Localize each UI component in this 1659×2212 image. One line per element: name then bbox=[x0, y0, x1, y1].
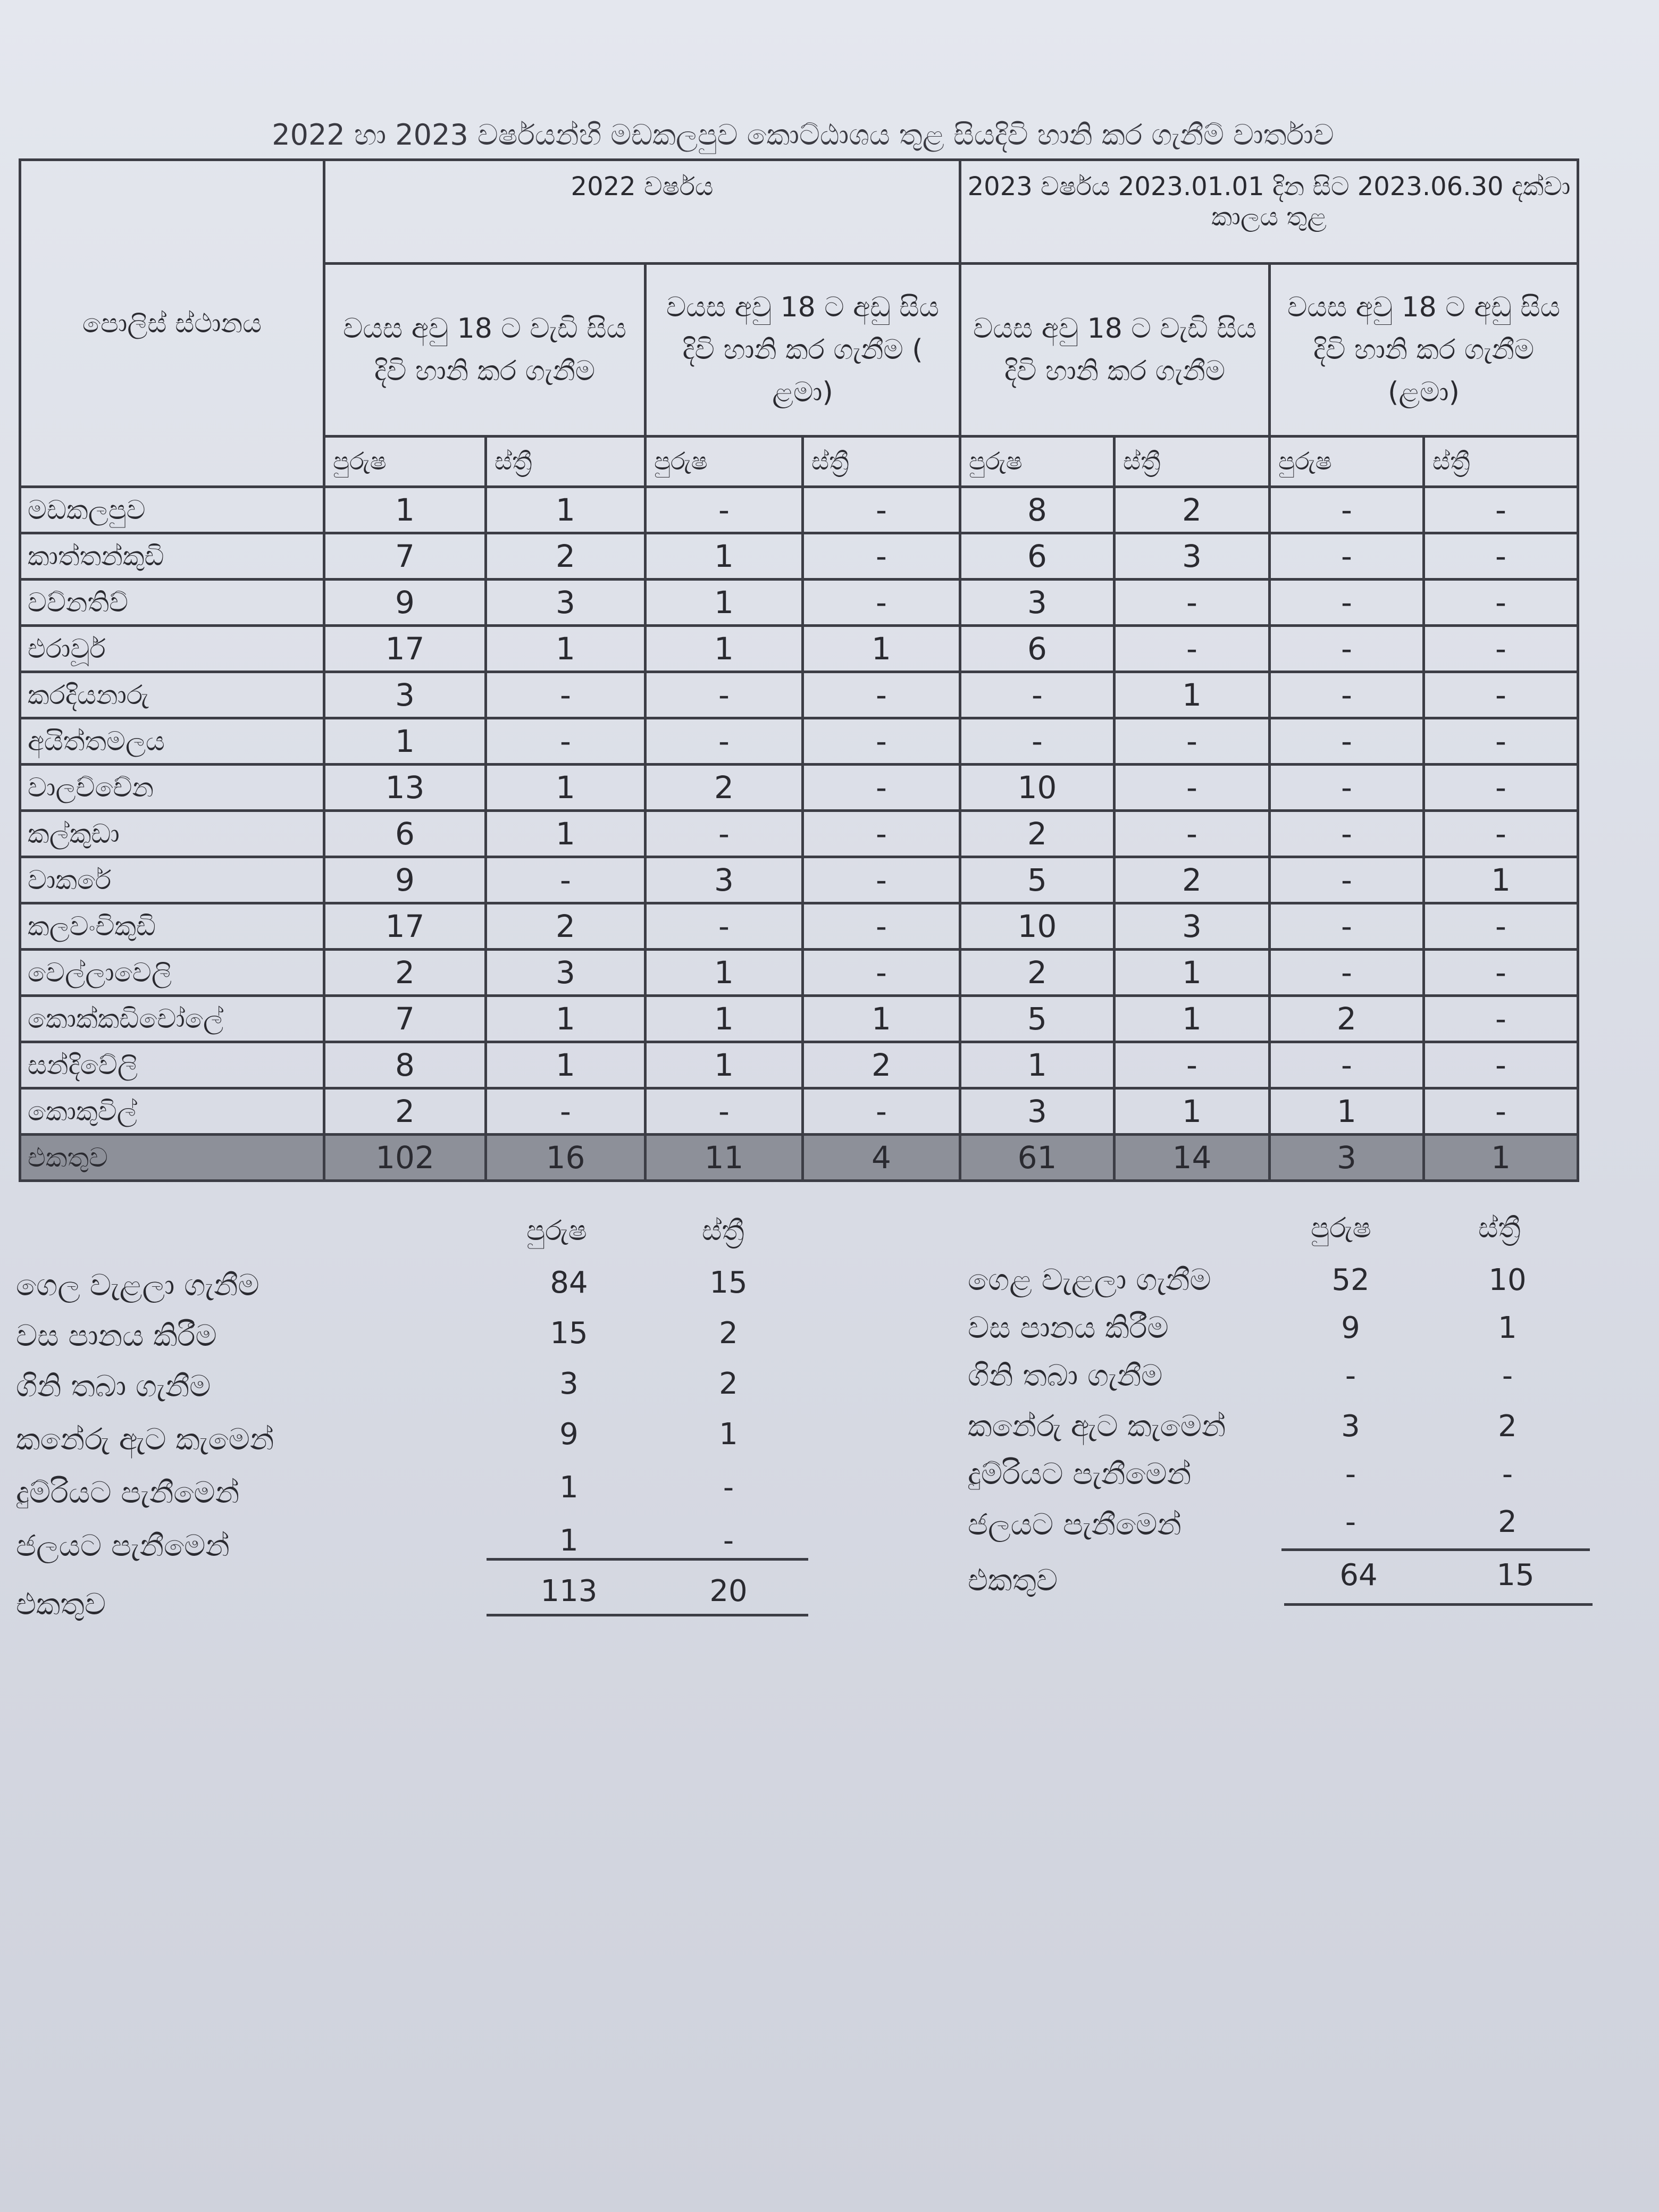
female-value: 15 bbox=[709, 1266, 748, 1300]
cell: 1 bbox=[1115, 996, 1270, 1042]
summary-row bbox=[968, 1409, 1226, 1444]
summary-row bbox=[16, 1529, 230, 1564]
year-2023-header: 2023 වර්ෂය 2023.01.01 දින සිට 2023.06.30 දක්වා කාලය තුළ bbox=[960, 160, 1578, 264]
female-value: - bbox=[1502, 1359, 1513, 1393]
cause-label: ජලයට පැනීමෙන් bbox=[968, 1507, 1182, 1542]
station-name: අයිත්තමලය bbox=[20, 718, 324, 765]
cell: 1 bbox=[1424, 857, 1578, 903]
male-value: 84 bbox=[550, 1266, 588, 1300]
station-name: වාලච්චේන bbox=[20, 765, 324, 811]
table-row bbox=[20, 533, 1578, 580]
cell: 61 bbox=[960, 1135, 1115, 1181]
cell: 1 bbox=[646, 996, 803, 1042]
cell: 3 bbox=[486, 580, 646, 626]
summary-row bbox=[968, 1311, 1169, 1346]
station-header: පොලිස් ස්ථානය bbox=[20, 160, 324, 487]
cell: - bbox=[1270, 580, 1424, 626]
table-row bbox=[20, 811, 1578, 857]
table-row bbox=[20, 487, 1578, 533]
station-name: වෙල්ලාවෙලි bbox=[20, 950, 324, 996]
sum-rule bbox=[487, 1614, 808, 1616]
station-name: කොක්කඩිචෝලේ bbox=[20, 996, 324, 1042]
cell: - bbox=[1424, 533, 1578, 580]
year-2022-header: 2022 වර්ෂය bbox=[324, 160, 960, 264]
cell: - bbox=[803, 903, 960, 950]
cell: - bbox=[486, 1088, 646, 1135]
total-row bbox=[20, 1135, 1578, 1181]
cell: - bbox=[803, 857, 960, 903]
cell: 1 bbox=[803, 626, 960, 672]
male-value: 15 bbox=[550, 1316, 588, 1351]
cell: 1 bbox=[646, 626, 803, 672]
sum-rule bbox=[1284, 1603, 1593, 1606]
female-value: - bbox=[723, 1523, 734, 1558]
cell: 2 bbox=[803, 1042, 960, 1088]
cell: 1 bbox=[486, 487, 646, 533]
station-name: කාත්තන්කුඩි bbox=[20, 533, 324, 580]
male-total: 64 bbox=[1339, 1558, 1378, 1593]
female-value: - bbox=[723, 1470, 734, 1505]
station-name: කොකුවිල් bbox=[20, 1088, 324, 1135]
table-row bbox=[20, 718, 1578, 765]
cell: 1 bbox=[646, 950, 803, 996]
cell: 7 bbox=[324, 996, 486, 1042]
cause-label: දුම්රියට පැනීමෙන් bbox=[16, 1476, 240, 1510]
cell: - bbox=[486, 672, 646, 718]
cell: 2 bbox=[960, 811, 1115, 857]
cell: - bbox=[960, 672, 1115, 718]
male-value: 1 bbox=[559, 1523, 579, 1558]
cell: - bbox=[1424, 672, 1578, 718]
cell: - bbox=[1270, 626, 1424, 672]
cell: - bbox=[1424, 903, 1578, 950]
cell: - bbox=[960, 718, 1115, 765]
male-value: 9 bbox=[1341, 1311, 1360, 1345]
sum-rule bbox=[487, 1558, 808, 1561]
statistics-table bbox=[19, 158, 1579, 1182]
female-header: ස්ත්‍රී bbox=[702, 1215, 744, 1247]
summary-row bbox=[16, 1268, 259, 1303]
cell: - bbox=[646, 718, 803, 765]
table-row bbox=[20, 857, 1578, 903]
table-row bbox=[20, 950, 1578, 996]
cell: 6 bbox=[324, 811, 486, 857]
cell: 1 bbox=[486, 811, 646, 857]
table-row bbox=[20, 1088, 1578, 1135]
cell: 3 bbox=[486, 950, 646, 996]
total-label: එකතුව bbox=[20, 1135, 324, 1181]
station-name: වව්නතිව් bbox=[20, 580, 324, 626]
station-name: වාකරේ bbox=[20, 857, 324, 903]
cell: 11 bbox=[646, 1135, 803, 1181]
cell: - bbox=[646, 903, 803, 950]
total-label: එකතුව bbox=[968, 1563, 1058, 1598]
summary-row bbox=[16, 1422, 274, 1457]
summary-row bbox=[968, 1359, 1162, 1394]
cell: - bbox=[1115, 1042, 1270, 1088]
cell: - bbox=[1424, 950, 1578, 996]
sum-rule bbox=[1281, 1548, 1590, 1551]
cell: - bbox=[1115, 765, 1270, 811]
summary-row bbox=[968, 1507, 1182, 1543]
female-header: ස්ත්‍රී bbox=[486, 437, 646, 487]
female-header: ස්ත්‍රී bbox=[1115, 437, 1270, 487]
cell: - bbox=[486, 857, 646, 903]
cell: - bbox=[646, 487, 803, 533]
cell: - bbox=[803, 580, 960, 626]
summary-row bbox=[968, 1263, 1211, 1298]
cell: - bbox=[1270, 765, 1424, 811]
female-value: - bbox=[1502, 1457, 1513, 1492]
station-name: එරාවූර් bbox=[20, 626, 324, 672]
station-name: මඩකලපුව bbox=[20, 487, 324, 533]
summary-total bbox=[968, 1563, 1058, 1598]
cell: 1 bbox=[1424, 1135, 1578, 1181]
cell: 16 bbox=[486, 1135, 646, 1181]
cell: 2 bbox=[1270, 996, 1424, 1042]
cell: 1 bbox=[803, 996, 960, 1042]
cell: 3 bbox=[1115, 903, 1270, 950]
cell: - bbox=[486, 718, 646, 765]
cell: - bbox=[803, 811, 960, 857]
cell: 102 bbox=[324, 1135, 486, 1181]
document-title: 2022 හා 2023 වර්ෂයන්හි මඩකලපුව කොට්ඨාශය තුළ සියදිවි හානි කර ගැනීම් වාර්තාව bbox=[272, 118, 1334, 152]
cell: - bbox=[1424, 718, 1578, 765]
cell: - bbox=[1270, 672, 1424, 718]
male-value: 3 bbox=[559, 1367, 579, 1401]
cell: - bbox=[1115, 811, 1270, 857]
cell: 8 bbox=[324, 1042, 486, 1088]
cause-label: ගෙළ වැළලා ගැනීම bbox=[968, 1263, 1211, 1297]
cell: 1 bbox=[486, 1042, 646, 1088]
cell: 1 bbox=[1115, 1088, 1270, 1135]
male-value: - bbox=[1345, 1457, 1356, 1492]
female-header: ස්ත්‍රී bbox=[1424, 437, 1578, 487]
male-total: 113 bbox=[540, 1574, 598, 1608]
cell: - bbox=[803, 950, 960, 996]
cell: 1 bbox=[486, 996, 646, 1042]
male-value: 3 bbox=[1341, 1409, 1360, 1444]
cell: 1 bbox=[324, 718, 486, 765]
table-row bbox=[20, 765, 1578, 811]
cell: 1 bbox=[646, 580, 803, 626]
cell: - bbox=[1270, 903, 1424, 950]
male-header: පුරුෂ bbox=[1270, 437, 1424, 487]
cell: - bbox=[1270, 1042, 1424, 1088]
cause-label: වස පානය කිරීම bbox=[16, 1319, 217, 1353]
total-label: එකතුව bbox=[16, 1587, 106, 1622]
cause-label: දුම්රියට පැනීමෙන් bbox=[968, 1457, 1192, 1492]
cause-label: ජලයට පැනීමෙන් bbox=[16, 1529, 230, 1563]
cell: - bbox=[1424, 1042, 1578, 1088]
cell: 1 bbox=[1115, 950, 1270, 996]
cell: - bbox=[1270, 487, 1424, 533]
cell: - bbox=[1424, 811, 1578, 857]
cause-label: කනේරු ඇට කැමෙන් bbox=[968, 1409, 1226, 1444]
group-child-2023: වයස අවු 18 ට අඩු සිය දිවි හානි කර ගැනීම (ළමා) bbox=[1270, 264, 1578, 437]
cell: - bbox=[803, 718, 960, 765]
station-name: කලවංචිකුඩි bbox=[20, 903, 324, 950]
cell: - bbox=[1424, 765, 1578, 811]
cell: 13 bbox=[324, 765, 486, 811]
cell: 1 bbox=[1115, 672, 1270, 718]
cell: - bbox=[803, 487, 960, 533]
cell: 17 bbox=[324, 626, 486, 672]
cell: - bbox=[1424, 580, 1578, 626]
cell: 6 bbox=[960, 533, 1115, 580]
cell: - bbox=[1115, 718, 1270, 765]
cell: 3 bbox=[1270, 1135, 1424, 1181]
station-name: කල්කුඩා bbox=[20, 811, 324, 857]
female-value: 2 bbox=[1498, 1409, 1517, 1444]
male-value: 9 bbox=[559, 1417, 579, 1452]
cell: 2 bbox=[960, 950, 1115, 996]
cell: 8 bbox=[960, 487, 1115, 533]
cell: 9 bbox=[324, 580, 486, 626]
female-header: ස්ත්‍රී bbox=[1478, 1212, 1521, 1244]
female-total: 15 bbox=[1496, 1558, 1535, 1593]
cell: 5 bbox=[960, 996, 1115, 1042]
cell: - bbox=[1424, 1088, 1578, 1135]
cell: 2 bbox=[324, 950, 486, 996]
cell: - bbox=[1424, 487, 1578, 533]
cell: - bbox=[1424, 626, 1578, 672]
cell: - bbox=[803, 672, 960, 718]
cell: - bbox=[646, 811, 803, 857]
cell: - bbox=[1424, 996, 1578, 1042]
cell: 1 bbox=[960, 1042, 1115, 1088]
male-value: 1 bbox=[559, 1470, 579, 1505]
cell: 1 bbox=[486, 626, 646, 672]
cause-label: ගෙල වැළලා ගැනීම bbox=[16, 1268, 259, 1303]
cell: - bbox=[646, 1088, 803, 1135]
male-header: පුරුෂ bbox=[526, 1215, 587, 1247]
summary-row bbox=[16, 1476, 239, 1511]
male-header: පුරුෂ bbox=[324, 437, 486, 487]
female-value: 10 bbox=[1488, 1263, 1527, 1297]
table-row bbox=[20, 996, 1578, 1042]
cell: 10 bbox=[960, 765, 1115, 811]
cell: - bbox=[803, 1088, 960, 1135]
cell: 3 bbox=[646, 857, 803, 903]
cell: 2 bbox=[486, 903, 646, 950]
cell: 4 bbox=[803, 1135, 960, 1181]
cell: 17 bbox=[324, 903, 486, 950]
cell: 2 bbox=[646, 765, 803, 811]
summary-row bbox=[968, 1457, 1191, 1492]
cell: 1 bbox=[646, 1042, 803, 1088]
cell: 3 bbox=[960, 580, 1115, 626]
male-header: පුරුෂ bbox=[960, 437, 1115, 487]
summary-total bbox=[16, 1587, 106, 1622]
cell: 1 bbox=[1270, 1088, 1424, 1135]
cell: - bbox=[1270, 857, 1424, 903]
cell: - bbox=[646, 672, 803, 718]
station-name: කරදියනාරු bbox=[20, 672, 324, 718]
female-value: 1 bbox=[719, 1417, 738, 1452]
cell: 6 bbox=[960, 626, 1115, 672]
summary-2023 bbox=[968, 1212, 1595, 1632]
cell: 10 bbox=[960, 903, 1115, 950]
female-value: 2 bbox=[719, 1367, 738, 1401]
cause-label: ගිනි තබා ගැනීම bbox=[16, 1369, 211, 1404]
cell: - bbox=[1115, 580, 1270, 626]
table-row bbox=[20, 580, 1578, 626]
cell: 1 bbox=[324, 487, 486, 533]
table-row bbox=[20, 626, 1578, 672]
summary-row bbox=[16, 1369, 211, 1404]
cell: - bbox=[803, 765, 960, 811]
cell: 3 bbox=[960, 1088, 1115, 1135]
summary-2022 bbox=[16, 1215, 824, 1635]
cell: 2 bbox=[1115, 857, 1270, 903]
cell: - bbox=[803, 533, 960, 580]
table-row bbox=[20, 672, 1578, 718]
cell: 1 bbox=[646, 533, 803, 580]
cell: 2 bbox=[324, 1088, 486, 1135]
station-name: සන්දිවේලි bbox=[20, 1042, 324, 1088]
cell: 3 bbox=[1115, 533, 1270, 580]
male-header: පුරුෂ bbox=[646, 437, 803, 487]
group-child-2022: වයස අවු 18 ට අඩු සිය දිවි හානි කර ගැනීම ( ළමා) bbox=[646, 264, 960, 437]
female-value: 1 bbox=[1498, 1311, 1517, 1345]
table-row bbox=[20, 1042, 1578, 1088]
male-value: - bbox=[1345, 1359, 1356, 1393]
summary-row bbox=[16, 1319, 217, 1354]
cell: 5 bbox=[960, 857, 1115, 903]
male-value: - bbox=[1345, 1505, 1356, 1539]
female-value: 2 bbox=[719, 1316, 738, 1351]
cause-label: ගිනි තබා ගැනීම bbox=[968, 1359, 1163, 1393]
cell: 2 bbox=[1115, 487, 1270, 533]
female-value: 2 bbox=[1498, 1505, 1517, 1539]
cell: - bbox=[1270, 811, 1424, 857]
cell: - bbox=[1270, 718, 1424, 765]
cell: 7 bbox=[324, 533, 486, 580]
female-header: ස්ත්‍රී bbox=[803, 437, 960, 487]
cell: 3 bbox=[324, 672, 486, 718]
cell: - bbox=[1270, 533, 1424, 580]
cause-label: කනේරු ඇට කැමෙන් bbox=[16, 1422, 274, 1457]
female-total: 20 bbox=[709, 1574, 748, 1608]
cell: 2 bbox=[486, 533, 646, 580]
group-adult-2023: වයස අවු 18 ට වැඩි සිය දිවි හානි කර ගැනීම bbox=[960, 264, 1270, 437]
cell: 1 bbox=[486, 765, 646, 811]
cell: 14 bbox=[1115, 1135, 1270, 1181]
cause-label: වස පානය කිරීම bbox=[968, 1311, 1169, 1345]
table-row bbox=[20, 903, 1578, 950]
cell: - bbox=[1270, 950, 1424, 996]
cell: - bbox=[1115, 626, 1270, 672]
male-value: 52 bbox=[1331, 1263, 1370, 1297]
male-header: පුරුෂ bbox=[1311, 1212, 1371, 1244]
cell: 9 bbox=[324, 857, 486, 903]
group-adult-2022: වයස අවු 18 ට වැඩි සිය දිවි හානි කර ගැනීම bbox=[324, 264, 646, 437]
